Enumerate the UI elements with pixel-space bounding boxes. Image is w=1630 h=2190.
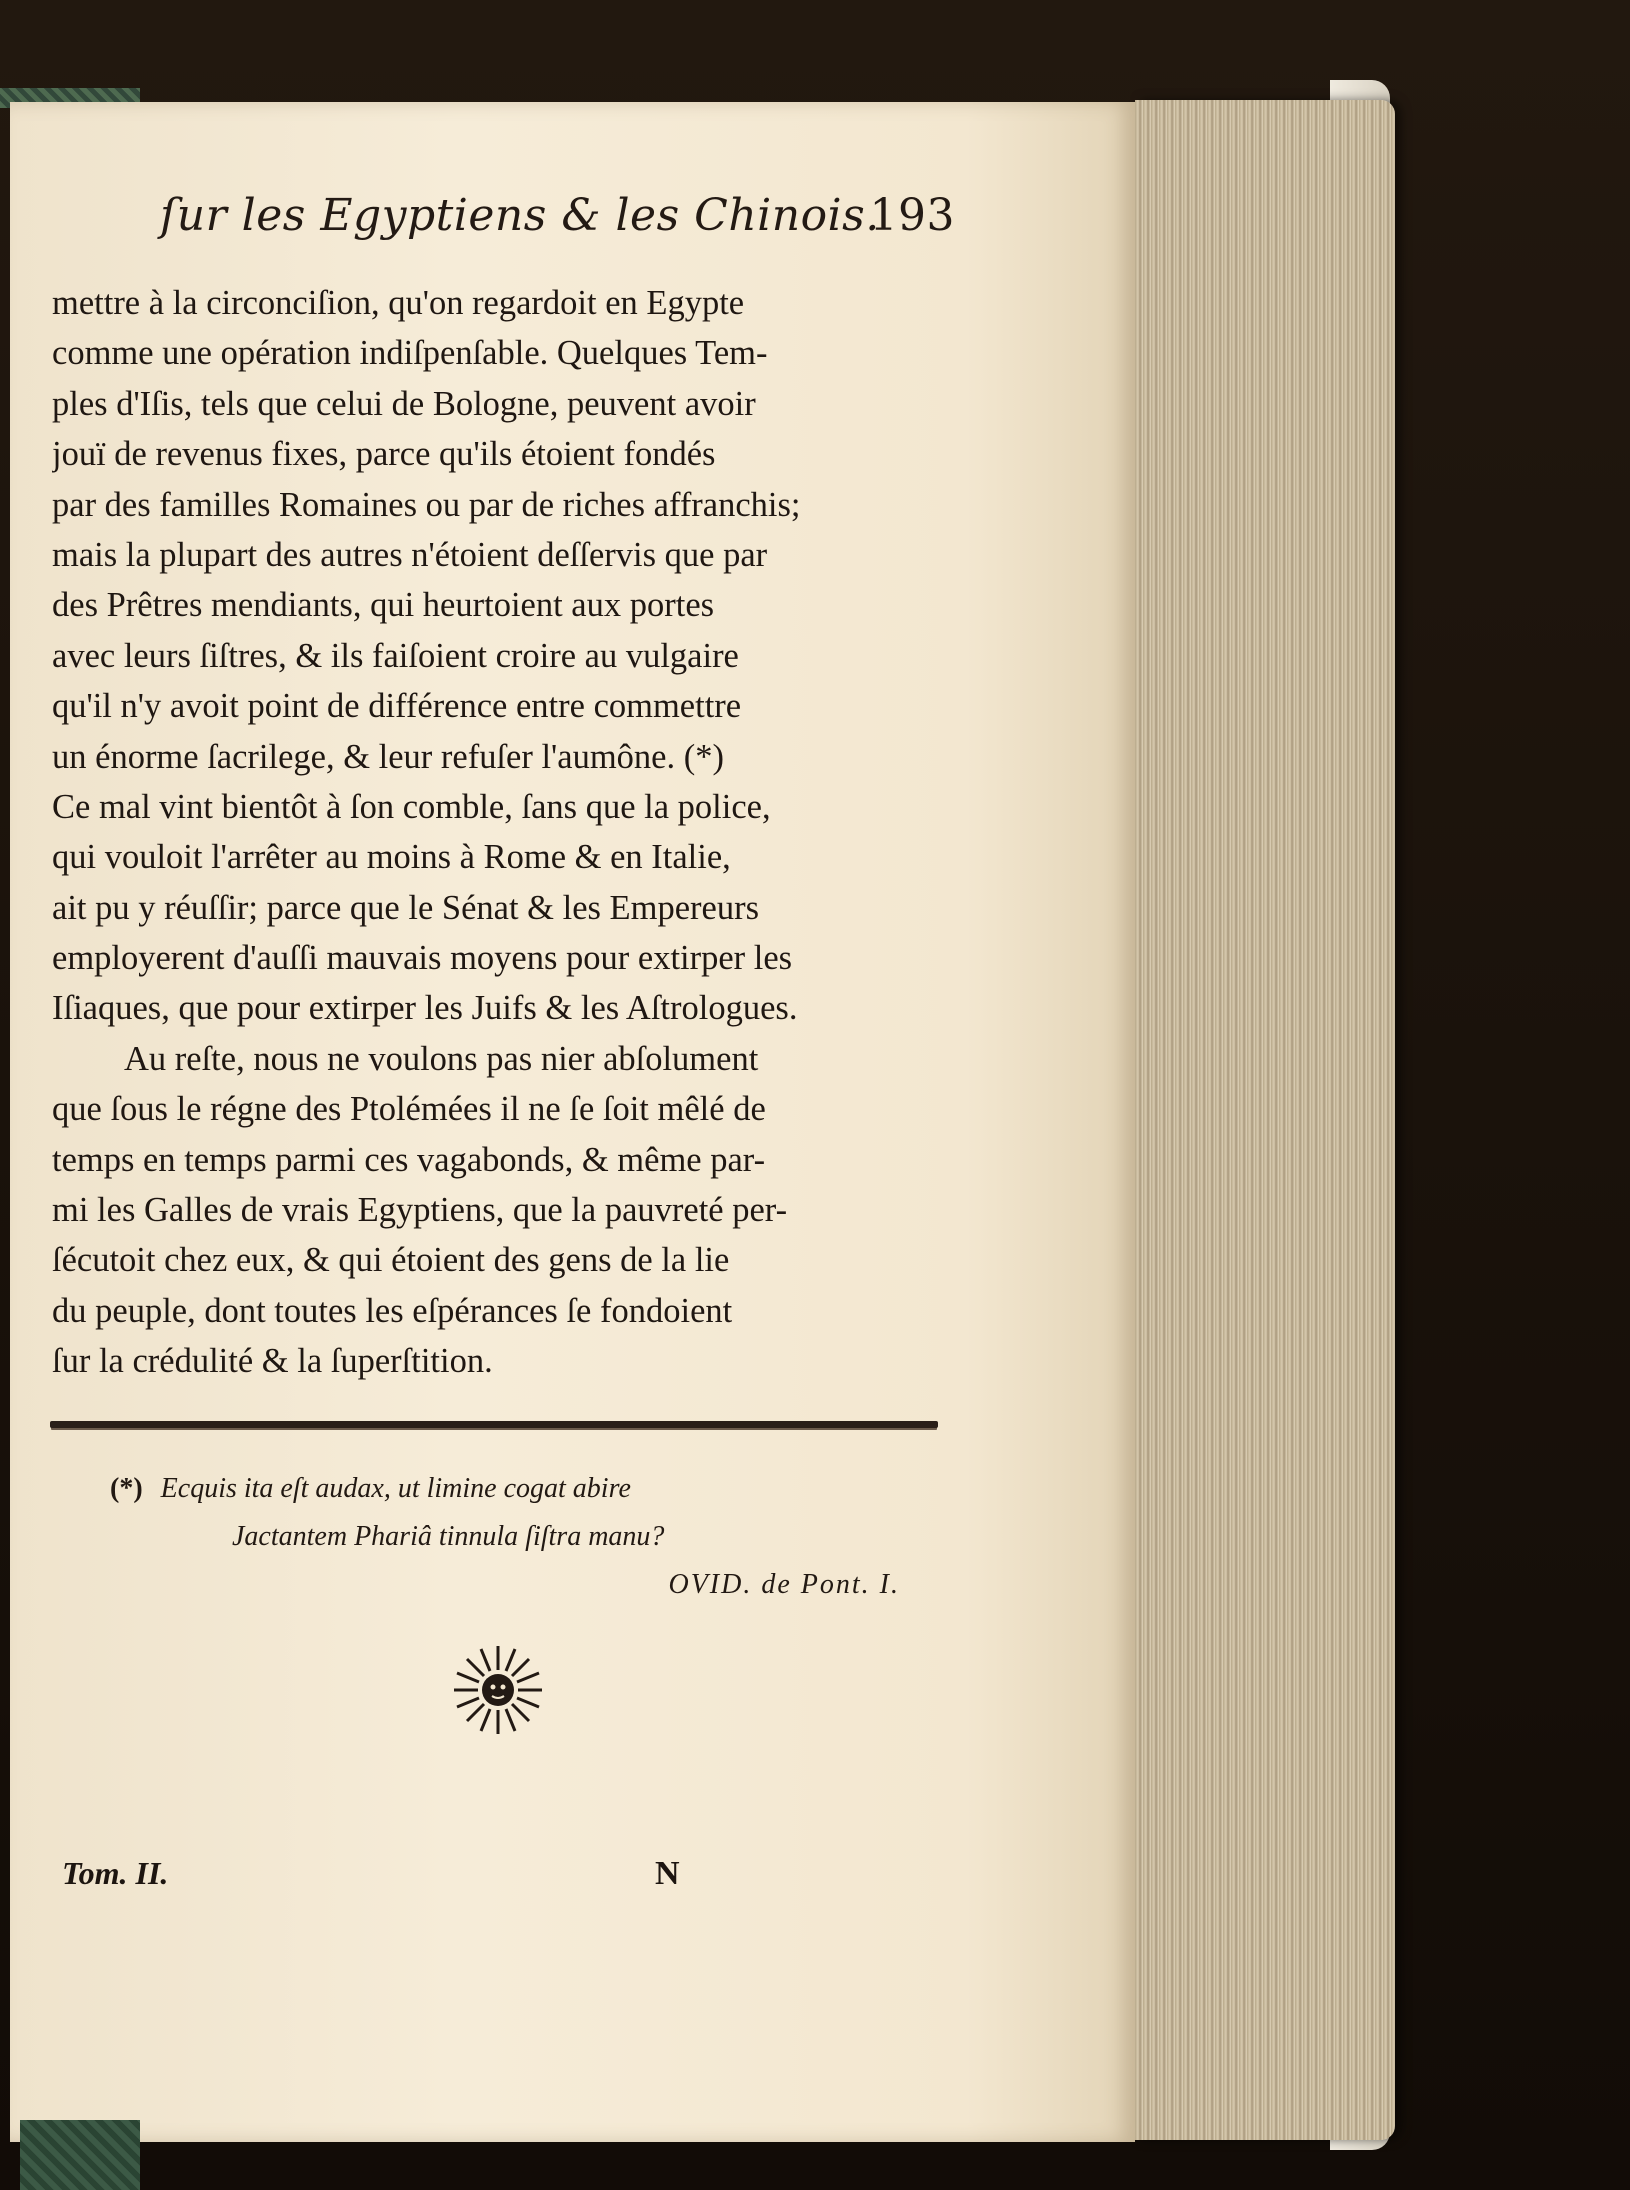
running-head <box>160 190 955 260</box>
text-line: Iſiaques, que pour extirper les Juifs & les Aſtrologues. <box>52 989 798 1028</box>
volume-signature: Tom. II. <box>62 1855 169 1891</box>
text-line: ait pu y réuſſir; parce que le Sénat & les Empereurs <box>52 888 759 927</box>
text-line: employerent d'auſſi mauvais moyens pour extirper les <box>52 939 793 978</box>
body-text <box>52 278 942 1387</box>
footnote <box>110 1465 910 1609</box>
text-line-paragraph-start: Au reſte, nous ne voulons pas nier abſolument <box>124 1039 759 1078</box>
bookmark-ribbon <box>20 2120 140 2190</box>
text-line: temps en temps parmi ces vagabonds, & même par- <box>52 1140 766 1179</box>
text-line: du peuple, dont toutes les eſpérances ſe fondoient <box>52 1291 733 1330</box>
footnote-line-2: Jactantem Phariâ tinnula ſiſtra manu? <box>232 1521 665 1552</box>
text-line: par des familles Romaines ou par de riches affranchis; <box>52 485 801 524</box>
running-title: ſur les Egyptiens & les Chinois. <box>160 190 880 241</box>
text-line: un énorme ſacrilege, & leur refuſer l'aumône. (*) <box>52 737 724 776</box>
text-line: ſur la crédulité & la ſuperſtition. <box>52 1342 493 1381</box>
text-line: ſécutoit chez eux, & qui étoient des gens de la lie <box>52 1241 730 1280</box>
text-line: Ce mal vint bientôt à ſon comble, ſans que la police, <box>52 787 771 826</box>
text-line: ples d'Iſis, tels que celui de Bologne, peuvent avoir <box>52 384 756 423</box>
footnote-text: Ecquis ita eſt audax, ut limine cogat abire <box>160 1473 631 1504</box>
text-line: que ſous le régne des Ptolémées il ne ſe ſoit mêlé de <box>52 1090 766 1129</box>
text-line: mi les Galles de vrais Egyptiens, que la pauvreté per- <box>52 1191 788 1230</box>
footnote-rule <box>50 1421 938 1428</box>
text-line: avec leurs ſiſtres, & ils faiſoient croire au vulgaire <box>52 636 739 675</box>
footnote-citation: OVID. de Pont. I. <box>668 1569 900 1600</box>
page-number: 193 <box>869 190 955 241</box>
gathering-signature: N <box>655 1855 680 1892</box>
text-line: comme une opération indiſpenſable. Quelques Tem- <box>52 334 768 373</box>
text-line: des Prêtres mendiants, qui heurtoient aux portes <box>52 586 715 625</box>
sun-ornament-icon <box>448 1640 548 1740</box>
text-line: jouï de revenus fixes, parce qu'ils étoient fondés <box>52 435 716 474</box>
footnote-line-1 <box>110 1465 910 1513</box>
text-line: qu'il n'y avoit point de différence entre commettre <box>52 687 742 726</box>
text-line: qui vouloit l'arrêter au moins à Rome & en Italie, <box>52 838 731 877</box>
text-line: mais la plupart des autres n'étoient deſſervis que par <box>52 535 768 574</box>
page-block-edges <box>1135 100 1395 2140</box>
footnote-mark: (*) <box>110 1473 143 1504</box>
text-line: mettre à la circonciſion, qu'on regardoit en Egypte <box>52 284 745 322</box>
